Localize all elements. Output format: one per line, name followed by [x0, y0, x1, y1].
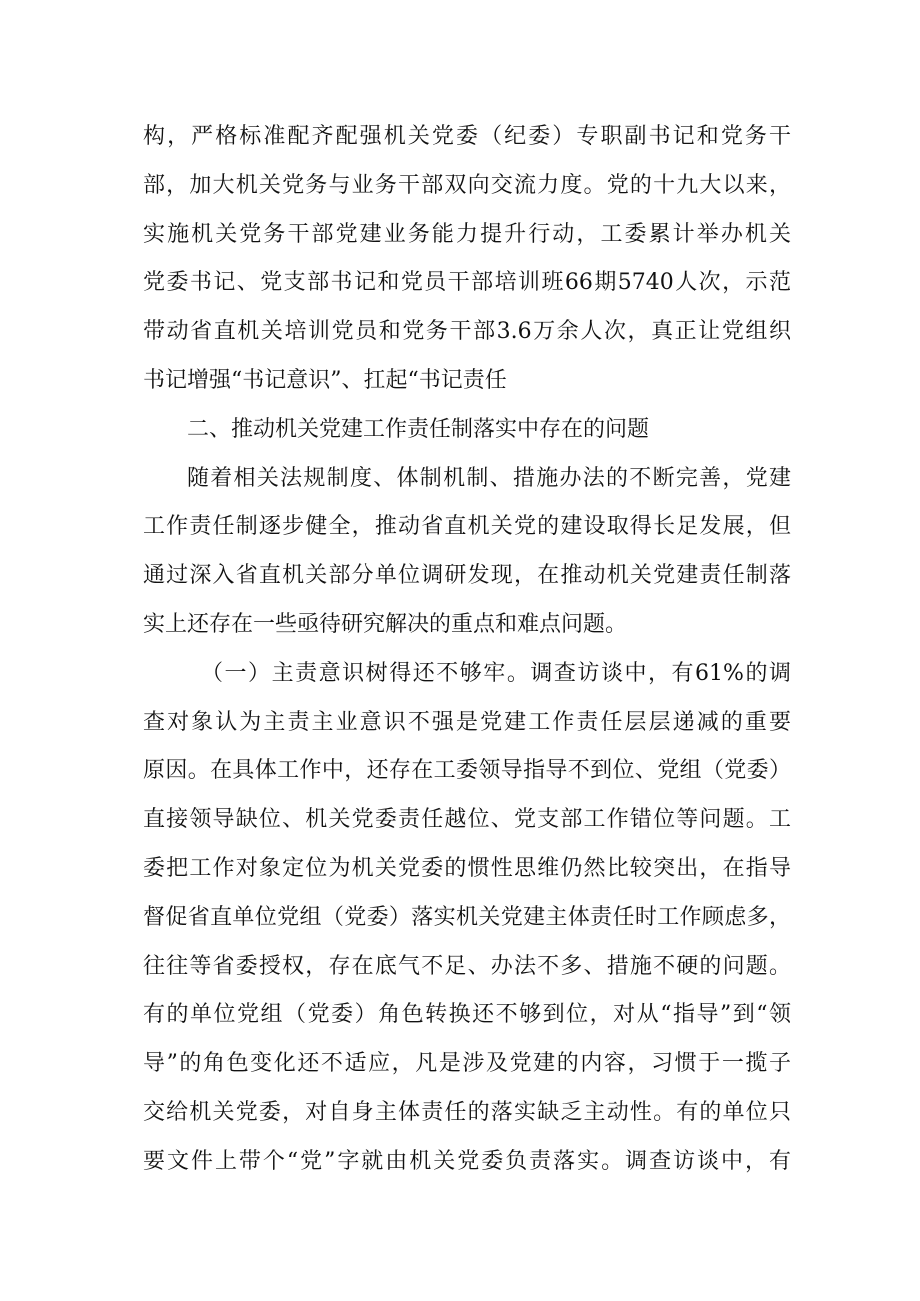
text-line: 带动省直机关培训党员和党务干部3.6万余人次，真正让党组织 [143, 319, 791, 345]
section-heading: 二、推动机关党建工作责任制落实中存在的问题 [187, 416, 650, 442]
text-line: 往往等省委授权，存在底气不足、办法不多、措施不硬的问题。 [143, 953, 791, 979]
text-line: 工作责任制逐步健全，推动省直机关党的建设取得长足发展，但 [143, 514, 791, 540]
text-line: 直接领导缺位、机关党委责任越位、党支部工作错位等问题。工 [143, 807, 791, 833]
text-line: 随着相关法规制度、体制机制、措施办法的不断完善，党建 [187, 465, 791, 491]
text-line: 构，严格标准配齐配强机关党委（纪委）专职副书记和党务干 [143, 124, 791, 149]
text-line: 要文件上带个“党”字就由机关党委负责落实。调查访谈中，有 [143, 1148, 791, 1174]
subsection-heading-line: （一）主责意识树得还不够牢。调查访谈中，有61%的调 [201, 660, 791, 686]
text-line: 交给机关党委，对自身主体责任的落实缺乏主动性。有的单位只 [143, 1099, 791, 1125]
text-line: 委把工作对象定位为机关党委的惯性思维仍然比较突出，在指导 [143, 855, 791, 881]
text-line: 实施机关党务干部党建业务能力提升行动，工委累计举办机关 [143, 221, 791, 247]
text-line: 导”的角色变化还不适应，凡是涉及党建的内容，习惯于一揽子 [143, 1051, 791, 1077]
body-text [143, 113, 791, 1187]
text-line: 通过深入省直机关部分单位调研发现，在推动机关党建责任制落 [143, 563, 791, 589]
text-line: 书记增强“书记意识”、扛起“书记责任 [143, 367, 507, 393]
text-line: 查对象认为主责主业意识不强是党建工作责任层层递减的重要 [143, 709, 791, 735]
text-line: 实上还存在一些亟待研究解决的重点和难点问题。 [143, 611, 628, 637]
text-line: 督促省直单位党组（党委）落实机关党建主体责任时工作顾虑多， [143, 904, 791, 930]
text-line: 有的单位党组（党委）角色转换还不够到位，对从“指导”到“领 [143, 1002, 791, 1028]
text-line: 原因。在具体工作中，还存在工委领导指导不到位、党组（党委） [143, 758, 791, 784]
text-line: 部，加大机关党务与业务干部双向交流力度。党的十九大以来， [143, 172, 791, 198]
text-line: 党委书记、党支部书记和党员干部培训班66期5740人次，示范 [143, 270, 791, 296]
